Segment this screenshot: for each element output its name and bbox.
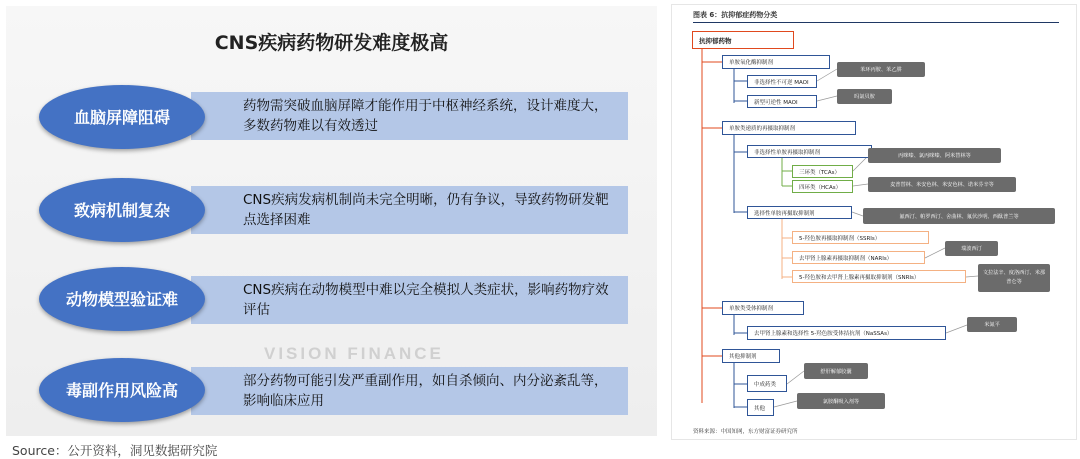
node-reuptake-inhibitors: 单胺类递质的再摄取抑制剂 [722,121,856,135]
row-4-label: 毒副作用风险高 [65,380,178,400]
node-maoi-reversible: 新型可逆性 MAOI [747,95,817,108]
row-3-description-band [191,276,628,324]
note-snri: 文拉法辛、度洛西汀、米那普仑等 [978,264,1050,292]
node-other-inhibitors: 其他抑制剂 [722,349,780,363]
note-tcm: 舒肝解郁胶囊 [804,363,868,379]
row-4-description: 部分药物可能引发严重副作用，如自杀倾向、内分泌紊乱等，影响临床应用 [243,373,608,409]
node-nassa: 去甲肾上腺素和选择性 5-羟色胺受体拮抗剂（NaSSAs） [747,326,946,340]
row-2-description: CNS疾病发病机制尚未完全明晰，仍有争议，导致药物研发靶点选择困难 [243,192,609,228]
row-2-label-oval [39,178,205,242]
note-nari: 瑞波西汀 [945,241,998,256]
row-3-label: 动物模型验证难 [65,289,178,309]
figure-source: 资料来源：中国知网，东方财富证券研究所 [693,429,798,435]
node-maoi-irreversible: 非选择性不可逆 MAOI [747,75,817,88]
node-selective-reuptake: 选择性单胺再摄取抑制剂 [747,206,852,219]
figure-caption: 图表 6：抗抑郁症药物分类 [693,10,1059,23]
node-other: 其他 [747,399,774,416]
note-hca: 麦普替林、米安色林、米安色林、诺米芬辛等 [868,177,1016,192]
note-selective-reuptake: 氟西汀、帕罗西汀、舍曲林、氟伏沙明、西酞普兰等 [863,208,1055,224]
row-1-label: 血脑屏障阻碍 [73,107,170,127]
node-snri: 5-羟色胺和去甲肾上腺素再摄取抑制剂（SNRIs） [792,270,966,283]
source-note: Source：公开资料，洞见数据研究院 [12,443,218,458]
panel-title: CNS疾病药物研发难度极高 [214,32,449,54]
row-2-description-band [191,186,628,234]
row-1-description-band [191,92,628,140]
node-nonselective-reuptake: 非选择性单胺再摄取抑制剂 [747,145,872,158]
node-tcm: 中成药类 [747,375,787,392]
note-maoi-irreversible: 苯环丙胺、苯乙肼 [837,62,925,77]
classification-tree-panel [671,4,1077,440]
node-receptor-inhibitors: 单胺类受体抑制剂 [722,301,804,315]
row-3-label-oval [39,267,205,331]
tree-root-antidepressants: 抗抑郁药物 [692,31,794,49]
row-1-label-oval [39,85,205,149]
watermark-text: VISION FINANCE [264,344,444,363]
row-3-description: CNS疾病在动物模型中难以完全模拟人类症状，影响药物疗效评估 [243,282,609,318]
node-ssri: 5-羟色胺再摄取抑制剂（SSRIs） [792,231,929,244]
note-tca: 丙咪嗪、氯丙咪嗪、阿米替林等 [868,148,1001,163]
note-maoi-reversible: 吗氯贝胺 [837,89,892,104]
node-nari: 去甲肾上腺素再摄取抑制剂（NARIs） [792,251,925,264]
note-other: 氯胺酮吸入剂等 [797,393,885,409]
node-hca: 四环类（HCAs） [792,180,853,193]
row-4-label-oval [39,358,205,422]
node-tca: 三环类（TCAs） [792,165,853,178]
difficulty-panel [6,6,657,436]
row-4-description-band [191,367,628,415]
row-2-label: 致病机制复杂 [73,200,170,220]
node-maoi: 单胺氧化酶抑制剂 [722,55,830,69]
note-nassa: 米氮平 [967,317,1017,332]
row-1-description: 药物需突破血脑屏障才能作用于中枢神经系统，设计难度大，多数药物难以有效透过 [243,98,608,134]
